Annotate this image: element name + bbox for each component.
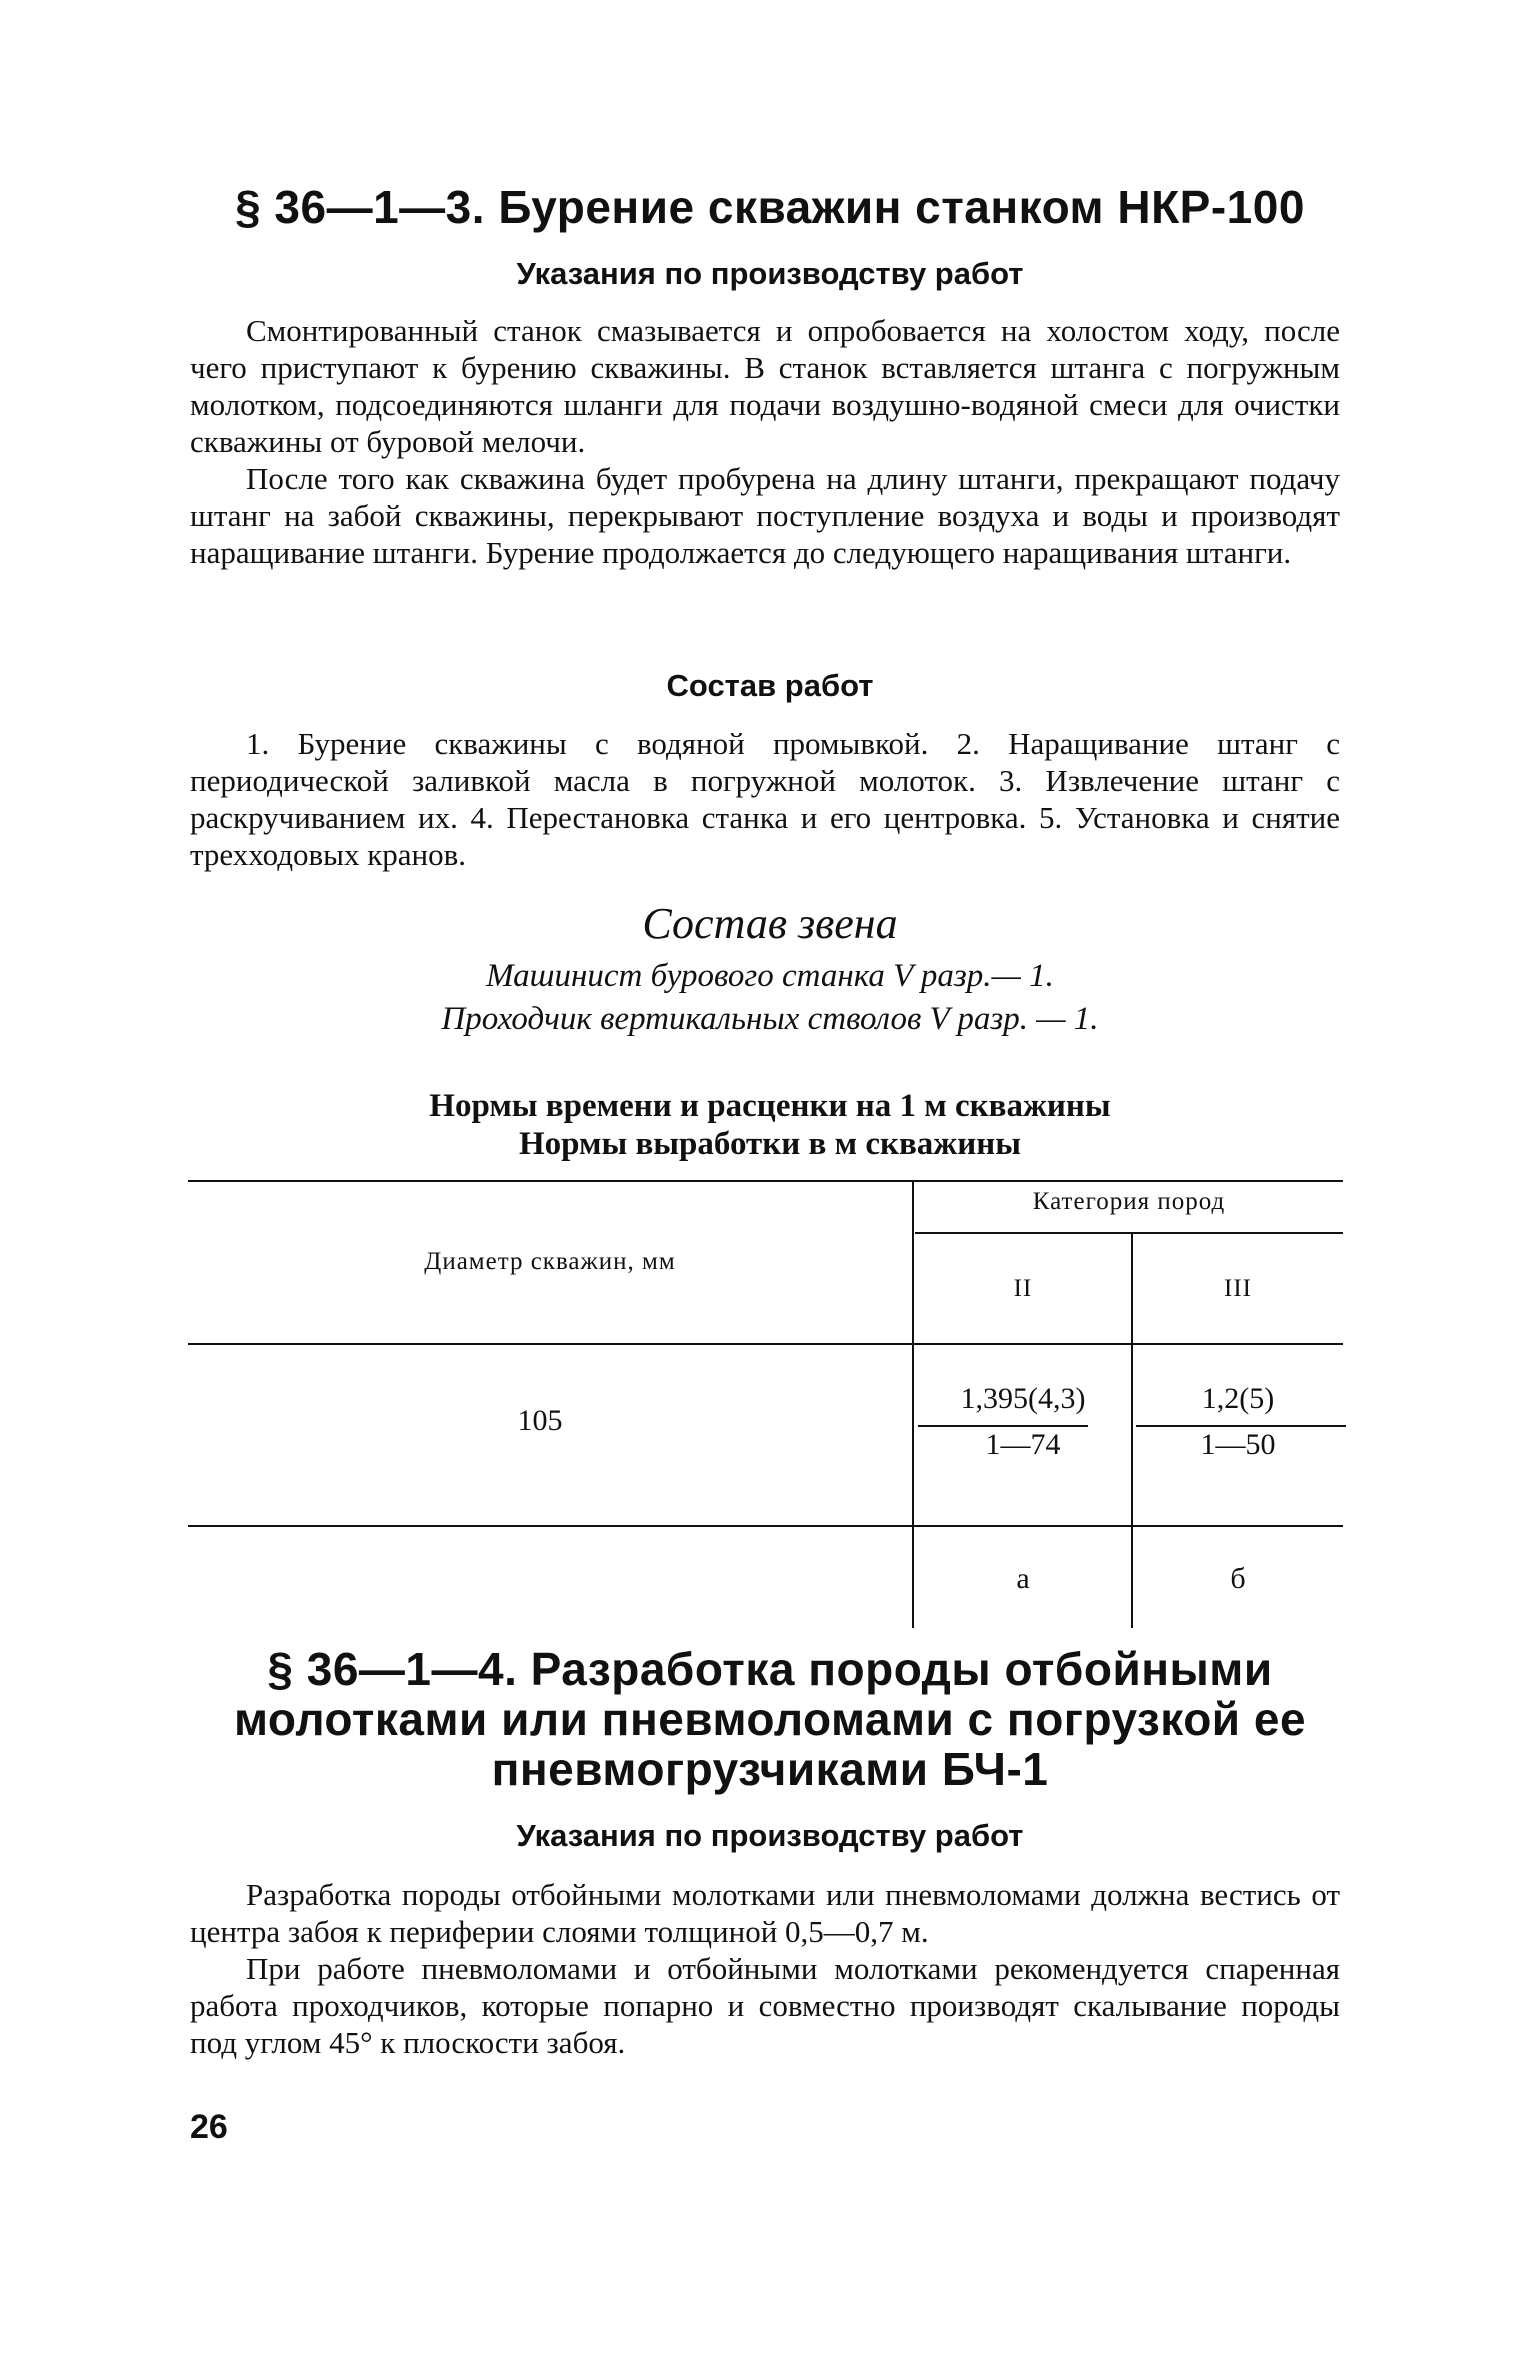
instructions-heading-2: Указания по производству работ [516,1818,1024,1853]
norms-subtitle: Нормы выработки в м скважины [518,1126,1022,1162]
table-rule-header-bottom [188,1343,1343,1345]
norms-title: Нормы времени и расценки на 1 м скважины [429,1088,1111,1124]
section-title-line: § 36—1—4. Разработка породы отбойными [267,1643,1273,1695]
table-rule-fraction-iii [1136,1425,1346,1427]
section-title-line: пневмогрузчиками БЧ-1 [491,1743,1049,1795]
table-rule-fraction-ii [918,1425,1088,1427]
category-ii: II [1013,1275,1033,1302]
cell-ii-rate: 1—74 [985,1428,1061,1461]
instructions-body-2 [190,1876,1340,2061]
column-letter-b: б [1230,1562,1246,1595]
table-vrule-1 [912,1182,914,1628]
section-title-36-1-4 [180,1644,1360,1794]
instructions-heading: Указания по производству работ [516,256,1024,291]
cell-iii-rate: 1—50 [1200,1428,1276,1461]
crew-line: Машинист бурового станка V разр.— 1. [486,958,1054,994]
row-diameter: 105 [517,1404,563,1437]
paragraph: Разработка породы отбойными молотками или пневмоломами должна вестись от центра забоя к периферии слоями толщиной 0,5—0,7 м. [190,1877,1340,1949]
category-iii: III [1224,1275,1252,1302]
paragraph: Смонтированный станок смазывается и опробовается на холостом ходу, после чего приступают к бурению скважины. В станок вставляется штанга с погружным молотком, подсоединяются шланги для подачи воздушно-водяной смеси для очистки скважины от буровой мелочи. [190,313,1340,459]
table-rule-category [915,1232,1343,1234]
paragraph: 1. Бурение скважины с водяной промывкой. 2. Наращивание штанг с периодической заливкой масла в погружной молоток. 3. Извлечение штанг с раскручиванием их. 4. Перестановка станка и его центровка. 5. Установка и снятие трехходовых кранов. [190,726,1340,872]
section-title-line: молотками или пневмоломами с погрузкой ее [233,1693,1307,1745]
cell-ii-norm: 1,395(4,3) [960,1382,1086,1415]
crew-heading: Состав звена [642,899,898,948]
crew-line: Проходчик вертикальных стволов V разр. — 1. [441,1001,1099,1037]
table-rule-body-bottom [188,1525,1343,1527]
paragraph: При работе пневмоломами и отбойными молотками рекомендуется спаренная работа проходчиков, которые попарно и совместно производят скалывание породы под углом 45° к плоскости забоя. [190,1951,1340,2060]
column-header-category: Категория пород [1032,1188,1226,1215]
column-header-diameter: Диаметр скважин, мм [424,1248,676,1275]
table-rule-top [188,1180,1343,1182]
work-composition-heading: Состав работ [666,668,874,703]
column-letter-a: а [1016,1562,1030,1595]
section-title-36-1-3: § 36—1—3. Бурение скважин станком НКР-100 [235,181,1305,233]
cell-iii-norm: 1,2(5) [1201,1382,1275,1415]
paragraph: После того как скважина будет пробурена на длину штанги, прекращают подачу штанг на забой скважины, перекрывают поступление воздуха и воды и производят наращивание штанги. Бурение продолжается до следующего наращивания штанги. [190,461,1340,570]
page-number: 26 [190,2108,228,2146]
